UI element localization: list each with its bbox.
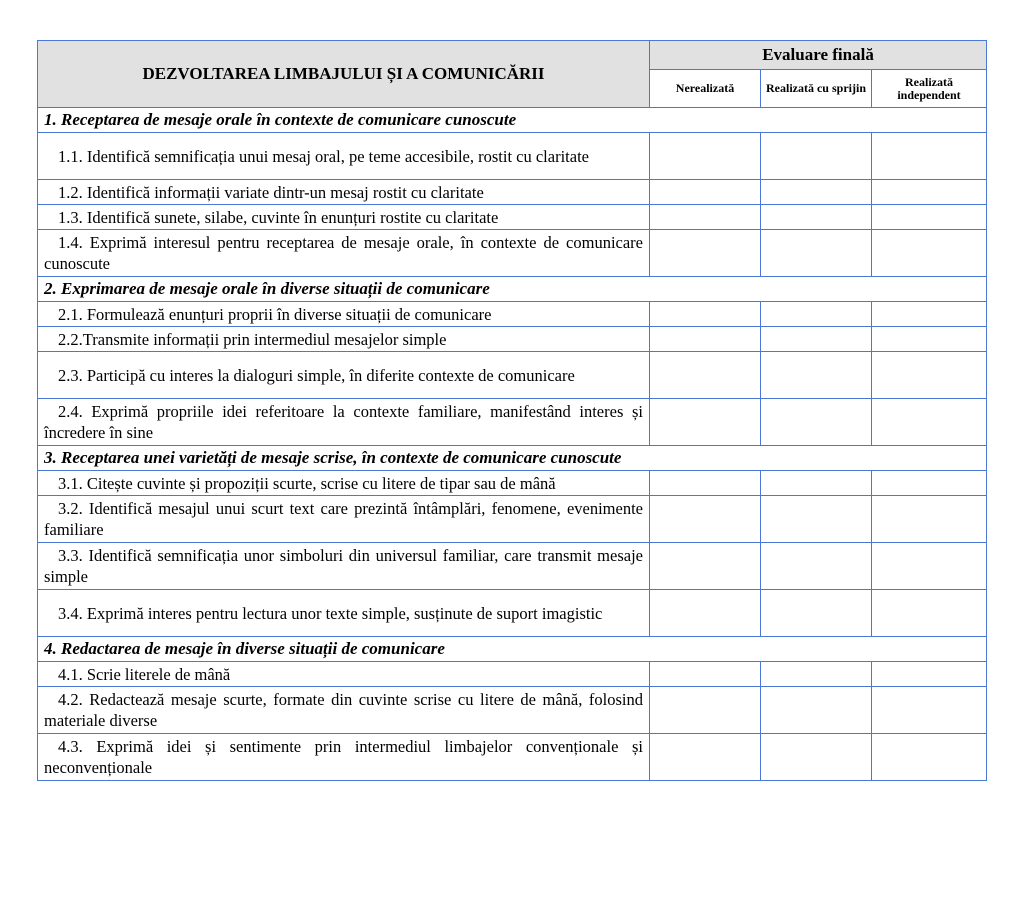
cell-realizata-independent[interactable] bbox=[872, 687, 987, 734]
cell-realizata-independent[interactable] bbox=[872, 471, 987, 496]
competency-item: 4.1. Scrie literele de mână bbox=[38, 662, 650, 687]
column-header-realizata-independent: Realizată independent bbox=[872, 70, 987, 108]
cell-nerealizata[interactable] bbox=[650, 687, 761, 734]
cell-realizata-cu-sprijin[interactable] bbox=[761, 734, 872, 781]
competency-item: 2.1. Formulează enunțuri proprii în diverse situații de comunicare bbox=[38, 302, 650, 327]
cell-nerealizata[interactable] bbox=[650, 399, 761, 446]
section-title: 1. Receptarea de mesaje orale în contexte de comunicare cunoscute bbox=[38, 108, 987, 133]
cell-realizata-cu-sprijin[interactable] bbox=[761, 302, 872, 327]
cell-realizata-cu-sprijin[interactable] bbox=[761, 471, 872, 496]
cell-realizata-independent[interactable] bbox=[872, 496, 987, 543]
competency-item: 1.3. Identifică sunete, silabe, cuvinte în enunțuri rostite cu claritate bbox=[38, 205, 650, 230]
cell-nerealizata[interactable] bbox=[650, 590, 761, 637]
cell-nerealizata[interactable] bbox=[650, 543, 761, 590]
competency-item: 3.3. Identifică semnificația unor simboluri din universul familiar, care transmit mesaje simple bbox=[38, 543, 650, 590]
table-title: DEZVOLTAREA LIMBAJULUI ȘI A COMUNICĂRII bbox=[38, 41, 650, 108]
cell-realizata-independent[interactable] bbox=[872, 543, 987, 590]
cell-nerealizata[interactable] bbox=[650, 180, 761, 205]
cell-nerealizata[interactable] bbox=[650, 352, 761, 399]
cell-nerealizata[interactable] bbox=[650, 133, 761, 180]
cell-nerealizata[interactable] bbox=[650, 302, 761, 327]
cell-realizata-independent[interactable] bbox=[872, 327, 987, 352]
column-header-nerealizata: Nerealizată bbox=[650, 70, 761, 108]
cell-nerealizata[interactable] bbox=[650, 662, 761, 687]
cell-realizata-independent[interactable] bbox=[872, 662, 987, 687]
cell-realizata-cu-sprijin[interactable] bbox=[761, 205, 872, 230]
competency-item: 4.2. Redactează mesaje scurte, formate din cuvinte scrise cu litere de mână, folosind materiale diverse bbox=[38, 687, 650, 734]
cell-realizata-cu-sprijin[interactable] bbox=[761, 590, 872, 637]
cell-nerealizata[interactable] bbox=[650, 734, 761, 781]
cell-realizata-independent[interactable] bbox=[872, 302, 987, 327]
cell-realizata-independent[interactable] bbox=[872, 180, 987, 205]
cell-realizata-independent[interactable] bbox=[872, 205, 987, 230]
competency-item: 2.3. Participă cu interes la dialoguri simple, în diferite contexte de comunicare bbox=[38, 352, 650, 399]
competency-item: 2.2.Transmite informații prin intermediul mesajelor simple bbox=[38, 327, 650, 352]
evaluation-table bbox=[37, 40, 987, 781]
column-header-realizata-cu-sprijin: Realizată cu sprijin bbox=[761, 70, 872, 108]
cell-nerealizata[interactable] bbox=[650, 327, 761, 352]
competency-item: 3.1. Citește cuvinte și propoziții scurte, scrise cu litere de tipar sau de mână bbox=[38, 471, 650, 496]
cell-realizata-cu-sprijin[interactable] bbox=[761, 687, 872, 734]
cell-realizata-independent[interactable] bbox=[872, 399, 987, 446]
competency-item: 3.2. Identifică mesajul unui scurt text care prezintă întâmplări, fenomene, evenimente familiare bbox=[38, 496, 650, 543]
cell-realizata-cu-sprijin[interactable] bbox=[761, 352, 872, 399]
section-title: 4. Redactarea de mesaje în diverse situații de comunicare bbox=[38, 637, 987, 662]
competency-item: 2.4. Exprimă propriile idei referitoare la contexte familiare, manifestând interes și încredere în sine bbox=[38, 399, 650, 446]
cell-realizata-independent[interactable] bbox=[872, 230, 987, 277]
cell-realizata-cu-sprijin[interactable] bbox=[761, 662, 872, 687]
cell-realizata-independent[interactable] bbox=[872, 590, 987, 637]
section-title: 3. Receptarea unei varietăți de mesaje scrise, în contexte de comunicare cunoscute bbox=[38, 446, 987, 471]
competency-item: 1.2. Identifică informații variate dintr-un mesaj rostit cu claritate bbox=[38, 180, 650, 205]
competency-item: 4.3. Exprimă idei și sentimente prin intermediul limbajelor convenționale și neconvenționale bbox=[38, 734, 650, 781]
competency-item: 1.4. Exprimă interesul pentru receptarea de mesaje orale, în contexte de comunicare cunoscute bbox=[38, 230, 650, 277]
cell-realizata-independent[interactable] bbox=[872, 352, 987, 399]
cell-realizata-cu-sprijin[interactable] bbox=[761, 399, 872, 446]
cell-realizata-independent[interactable] bbox=[872, 133, 987, 180]
cell-realizata-cu-sprijin[interactable] bbox=[761, 230, 872, 277]
cell-nerealizata[interactable] bbox=[650, 230, 761, 277]
cell-nerealizata[interactable] bbox=[650, 205, 761, 230]
evaluation-group-header: Evaluare finală bbox=[650, 41, 987, 70]
competency-item: 1.1. Identifică semnificația unui mesaj oral, pe teme accesibile, rostit cu claritate bbox=[38, 133, 650, 180]
cell-realizata-cu-sprijin[interactable] bbox=[761, 180, 872, 205]
cell-nerealizata[interactable] bbox=[650, 496, 761, 543]
cell-realizata-cu-sprijin[interactable] bbox=[761, 496, 872, 543]
competency-item: 3.4. Exprimă interes pentru lectura unor texte simple, susținute de suport imagistic bbox=[38, 590, 650, 637]
cell-nerealizata[interactable] bbox=[650, 471, 761, 496]
cell-realizata-cu-sprijin[interactable] bbox=[761, 543, 872, 590]
section-title: 2. Exprimarea de mesaje orale în diverse situații de comunicare bbox=[38, 277, 987, 302]
cell-realizata-cu-sprijin[interactable] bbox=[761, 327, 872, 352]
cell-realizata-independent[interactable] bbox=[872, 734, 987, 781]
cell-realizata-cu-sprijin[interactable] bbox=[761, 133, 872, 180]
